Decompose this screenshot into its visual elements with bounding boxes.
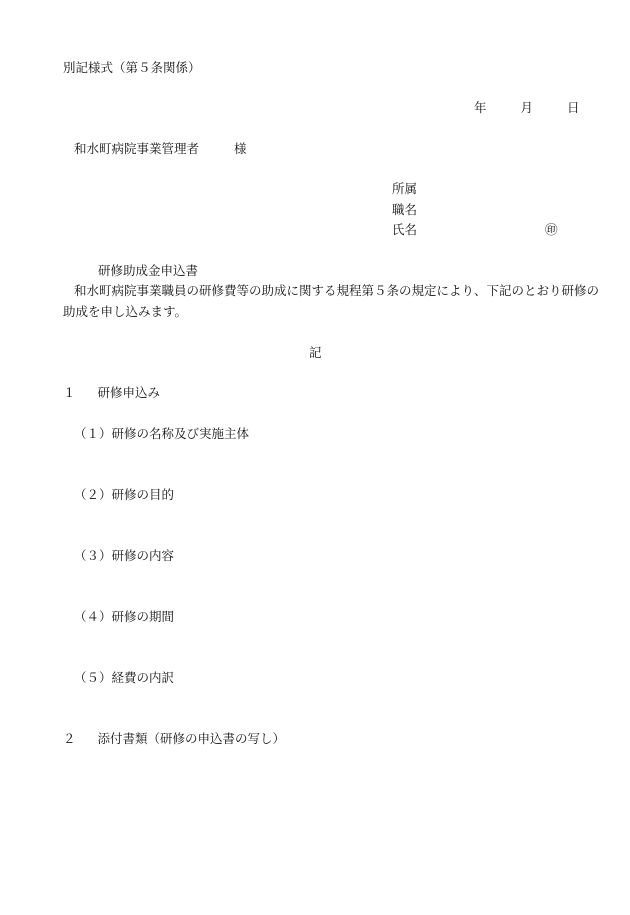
section-1-item: （２）研修の目的: [74, 487, 175, 502]
body-line-1: 和水町病院事業職員の研修費等の助成に関する規程第５条の規定により、下記のとおり研修の: [74, 283, 600, 298]
date-month-label: 月: [520, 100, 533, 115]
section-1-number: １: [63, 385, 76, 400]
section-1-item: （３）研修の内容: [74, 548, 175, 563]
section-2-text: 添付書類（研修の申込書の写し）: [97, 731, 285, 746]
date-day-label: 日: [566, 100, 580, 115]
ki-heading: 記: [309, 345, 322, 360]
addressee-line: [74, 143, 247, 156]
section-2-heading: [63, 733, 285, 746]
section-1-text: 研修申込み: [97, 385, 160, 400]
date-year-label: 年: [474, 100, 487, 115]
seal-mark: ㊞: [545, 222, 558, 237]
section-1-item: （５）経費の内訳: [74, 670, 175, 685]
addressee-honorific: 様: [233, 141, 247, 156]
position-label: 職名: [392, 202, 418, 217]
form-label: 別記様式（第５条関係）: [63, 60, 201, 75]
name-label: 氏名: [392, 222, 418, 237]
section-1-heading: [63, 387, 160, 400]
date-line: [474, 102, 579, 115]
section-1-item: （１）研修の名称及び実施主体: [74, 426, 250, 441]
section-2-number: ２: [63, 731, 76, 746]
body-line-2: 助成を申し込みます。: [63, 304, 188, 319]
addressee-name: 和水町病院事業管理者: [74, 141, 200, 156]
document-title: 研修助成金申込書: [98, 263, 199, 278]
section-1-item: （４）研修の期間: [74, 609, 175, 624]
affiliation-label: 所属: [392, 181, 418, 196]
